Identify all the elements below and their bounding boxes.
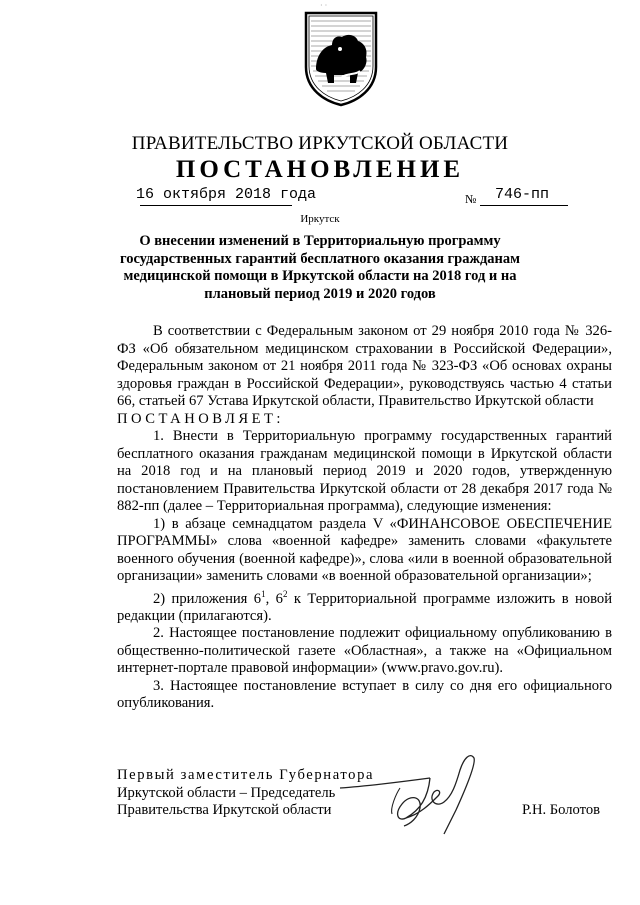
item-3-paragraph: 3. Настоящее постановление вступает в силу со дня его официального опубликования. xyxy=(117,677,612,712)
date-underline xyxy=(140,205,292,206)
government-name: ПРАВИТЕЛЬСТВО ИРКУТСКОЙ ОБЛАСТИ xyxy=(131,133,509,154)
item-1-2-text-c: к Территориальной программе изложить в новой редакции (прилагаются). xyxy=(117,590,613,624)
signatory-line-1: Первый заместитель Губернатора xyxy=(117,767,375,783)
handwritten-signature xyxy=(310,748,510,838)
signatory-name: Р.Н. Болотов xyxy=(522,802,601,818)
document-body xyxy=(117,323,612,713)
coat-of-arms-icon xyxy=(302,9,380,107)
item-1-paragraph: 1. Внести в Территориальную программу государственных гарантий бесплатного оказания гражданам медицинской помощи в Иркутской области на 2018 год и на плановый период 2019 и 2020 годов, утвержденную постановлением Правительства Иркутской области от 28 декабря 2017 года № 882-пп (далее – Территориальная программа), следующие изменения: xyxy=(117,428,612,514)
number-underline xyxy=(480,205,568,206)
item-1-2-superscript-1: 1 xyxy=(261,588,266,599)
item-1-2-text-b: , 6 xyxy=(265,590,283,607)
item-1-2-superscript-2: 2 xyxy=(282,588,288,599)
decree-heading: ПОСТАНОВЛЯЕТ: xyxy=(117,410,284,427)
signatory-line-2: Иркутской области – Председатель xyxy=(117,784,336,801)
item-2-paragraph: 2. Настоящее постановление подлежит официальному опубликованию в общественно-политической газете «Областная», а также на «Официальном интернет-портале правовой информации» (www.pravo.gov.ru). xyxy=(117,625,612,677)
document-date: 16 октября 2018 года xyxy=(136,186,317,203)
signatory-line-3: Правительства Иркутской области xyxy=(117,802,332,818)
item-1-2-text-a: 2) приложения 6 xyxy=(153,590,262,607)
item-1-1-paragraph: 1) в абзаце семнадцатом раздела V «ФИНАНСОВОЕ ОБЕСПЕЧЕНИЕ ПРОГРАММЫ» слова «военной кафедре» заменить словами «факультете военного обучения (военной кафедре)», слова «или в военной образовательной организации» заменить словами «в военной образовательной организации»; xyxy=(117,515,612,584)
document-number: 746-пп xyxy=(495,186,550,203)
item-1-2-paragraph xyxy=(117,586,612,626)
preamble-paragraph: В соответствии с Федеральным законом от 29 ноября 2010 года № 326-ФЗ «Об обязательном медицинском страховании в Российской Федерации», Федеральным законом от 21 ноября 2011 года № 323-ФЗ «Об основах охраны здоровья граждан в Российской Федерации», руководствуясь частью 4 статьи 66, статьей 67 Устава Иркутской области, Правительство Иркутской области xyxy=(117,323,612,409)
document-type: ПОСТАНОВЛЕНИЕ xyxy=(175,156,465,183)
scan-mark: · · xyxy=(320,1,328,10)
number-sign: № xyxy=(465,192,477,206)
city: Иркутск xyxy=(300,213,340,225)
document-title: О внесении изменений в Территориальную программу государственных гарантий бесплатного оказания гражданам медицинской помощи в Иркутской области на 2018 год и на плановый период 2019 и 2020 годов xyxy=(119,233,521,302)
